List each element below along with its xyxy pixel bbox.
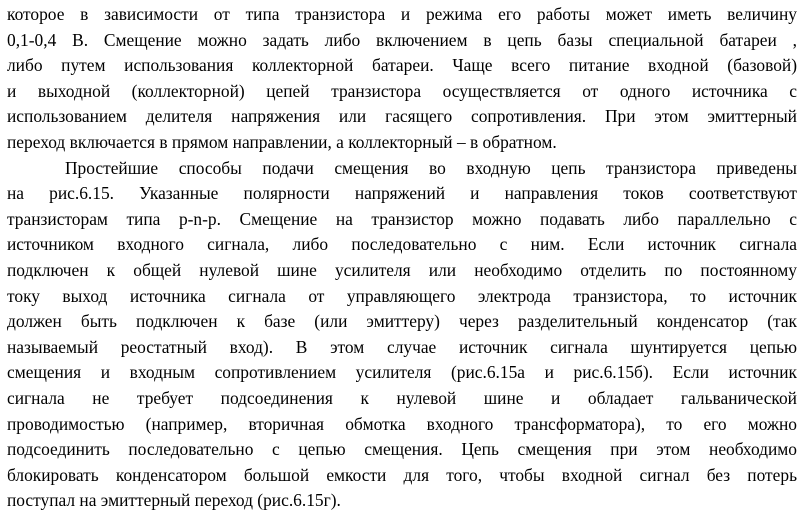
text-line: подсоединить последовательно с цепью смещения. Цепь смещения при этом необходимо: [7, 439, 797, 460]
text-line: транзисторам типа p-n-p. Смещение на транзистор можно подавать либо параллельно с: [7, 208, 797, 229]
paragraph-2: [7, 156, 797, 514]
text-line: 0,1-0,4 В. Смещение можно задать либо включением в цепь базы специальной батареи ,: [7, 29, 797, 50]
paragraph-1: [7, 2, 797, 156]
text-line: которое в зависимости от типа транзистора и режима его работы может иметь величину: [7, 4, 797, 24]
text-line: переход включается в прямом направлении, а коллекторный – в обратном.: [7, 131, 557, 152]
text-line: подключен к общей нулевой шине усилителя или необходимо отделить по постоянному: [7, 259, 797, 280]
text-line: источником входного сигнала, либо последовательно с ним. Если источник сигнала: [7, 234, 797, 255]
text-line: Простейшие способы подачи смещения во входную цепь транзистора приведены: [65, 157, 797, 178]
text-line: смещения и входным сопротивлением усилителя (рис.6.15а и рис.6.15б). Если источник: [7, 362, 797, 383]
text-line: и выходной (коллекторной) цепей транзистора осуществляется от одного источника с: [7, 80, 797, 101]
document-page: [7, 2, 797, 514]
text-line: либо путем использования коллекторной батареи. Чаще всего питание входной (базовой): [7, 55, 797, 76]
text-line: току выход источника сигнала от управляющего электрода транзистора, то источник: [7, 285, 797, 306]
text-line: использованием делителя напряжения или гасящего сопротивления. При этом эмиттерный: [7, 106, 797, 127]
text-line: блокировать конденсатором большой емкости для того, чтобы входной сигнал без потерь: [7, 464, 797, 485]
text-line: должен быть подключен к базе (или эмиттеру) через разделительный конденсатор (так: [7, 311, 797, 332]
text-line: проводимостью (например, вторичная обмотка входного трансформатора), то его можно: [7, 413, 797, 434]
text-line: называемый реостатный вход). В этом случае источник сигнала шунтируется цепью: [7, 336, 797, 357]
text-line: сигнала не требует подсоединения к нулевой шине и обладает гальванической: [7, 387, 797, 408]
text-line: поступал на эмиттерный переход (рис.6.15г).: [7, 490, 341, 511]
text-line: на рис.6.15. Указанные полярности напряжений и направления токов соответствуют: [7, 183, 797, 204]
